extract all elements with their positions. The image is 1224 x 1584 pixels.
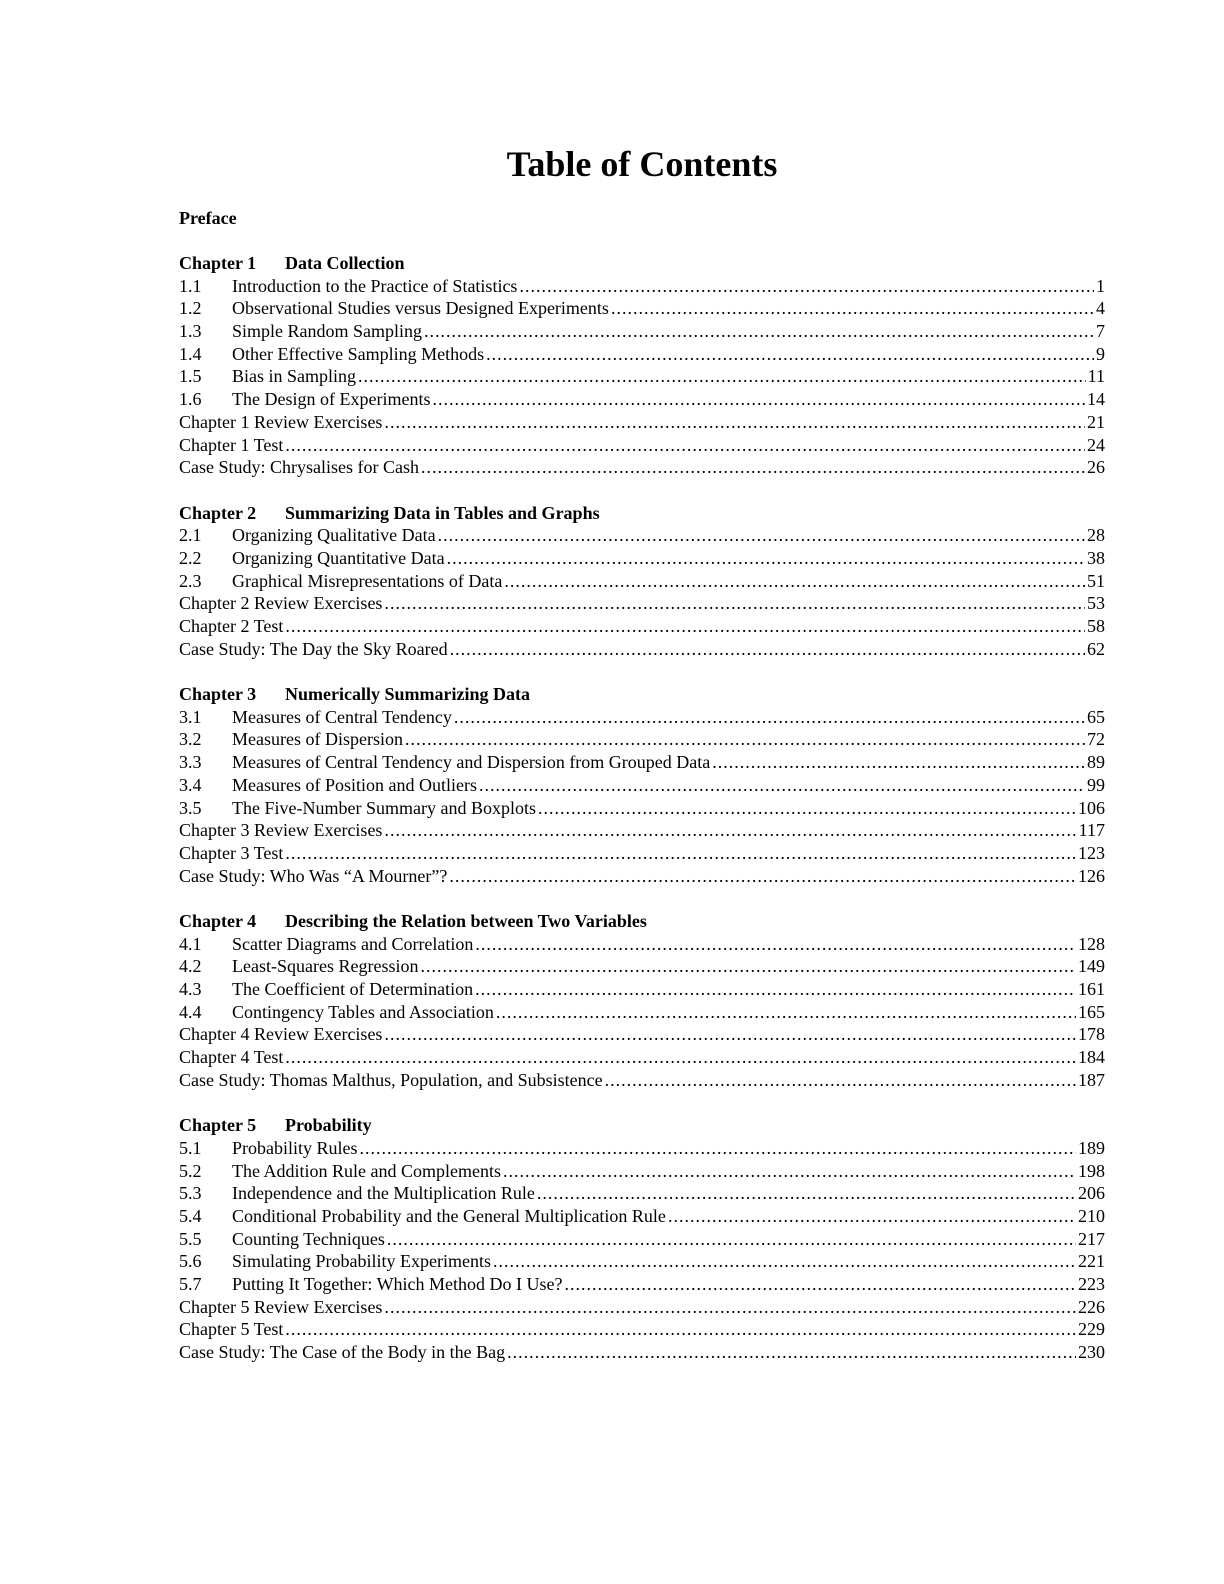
page-number: 178	[1078, 1024, 1105, 1045]
toc-entry[interactable]	[179, 728, 1105, 751]
section-number: 4.2	[179, 956, 202, 977]
page-number: 38	[1087, 547, 1105, 568]
toc-entry[interactable]	[179, 275, 1105, 298]
chapter-heading	[179, 502, 1105, 525]
entry-title: Simulating Probability Experiments	[232, 1251, 491, 1272]
section-number: 1.3	[179, 321, 202, 342]
page-number: 7	[1096, 321, 1105, 342]
toc-entry[interactable]	[179, 842, 1105, 865]
entry-title: Least-Squares Regression	[232, 956, 419, 977]
toc-entry[interactable]	[179, 343, 1105, 366]
section-number: 1.6	[179, 389, 202, 410]
entry-title: Other Effective Sampling Methods	[232, 343, 485, 364]
dot-leader	[449, 865, 1076, 888]
dot-leader	[384, 1296, 1076, 1319]
dot-leader	[507, 1341, 1076, 1364]
page-number: 21	[1087, 411, 1105, 432]
dot-leader	[537, 1182, 1076, 1205]
toc-entry[interactable]	[179, 1023, 1105, 1046]
toc-entry[interactable]	[179, 774, 1105, 797]
page-number: 28	[1087, 525, 1105, 546]
section-number: 3.4	[179, 774, 202, 795]
toc-entry[interactable]	[179, 1046, 1105, 1069]
chapter-section	[179, 252, 1105, 479]
section-number: 2.1	[179, 525, 202, 546]
chapter-name: Data Collection	[285, 253, 405, 273]
toc-entry[interactable]	[179, 592, 1105, 615]
page-number: 206	[1078, 1183, 1105, 1204]
page-number: 128	[1078, 933, 1105, 954]
dot-leader	[360, 1137, 1077, 1160]
dot-leader	[285, 615, 1085, 638]
entry-title: Case Study: The Case of the Body in the Bag	[179, 1342, 506, 1362]
entry-title: Case Study: Chrysalises for Cash	[179, 457, 419, 478]
dot-leader	[285, 842, 1076, 865]
dot-leader	[384, 411, 1085, 434]
page-number: 229	[1078, 1319, 1105, 1340]
chapter-heading	[179, 1114, 1105, 1137]
toc-entry[interactable]	[179, 365, 1105, 388]
chapter-list	[179, 252, 1105, 1386]
page-number: 26	[1087, 457, 1105, 478]
section-number: 3.5	[179, 797, 202, 818]
page-number: 123	[1078, 842, 1105, 863]
entry-title: Chapter 3 Test	[179, 842, 284, 863]
chapter-section	[179, 910, 1105, 1092]
section-number: 3.3	[179, 752, 202, 773]
entry-title: Chapter 4 Review Exercises	[179, 1024, 383, 1045]
toc-entry[interactable]	[179, 297, 1105, 320]
entry-title: The Design of Experiments	[232, 389, 431, 410]
page-number: 230	[1078, 1342, 1105, 1362]
dot-leader	[479, 774, 1085, 797]
chapter-section	[179, 1114, 1105, 1364]
entry-title: Contingency Tables and Association	[232, 1001, 494, 1022]
page-number: 1	[1096, 275, 1105, 296]
page-number: 221	[1078, 1251, 1105, 1272]
chapter-section	[179, 683, 1105, 887]
dot-leader	[384, 1023, 1076, 1046]
dot-leader	[387, 1228, 1076, 1251]
dot-leader	[405, 728, 1085, 751]
page-number: 149	[1078, 956, 1105, 977]
dot-leader	[384, 592, 1085, 615]
chapter-label: Chapter 3	[179, 684, 257, 705]
dot-leader	[496, 1001, 1076, 1024]
entry-title: Measures of Position and Outliers	[232, 774, 477, 795]
entry-title: Case Study: The Day the Sky Roared	[179, 638, 448, 659]
dot-leader	[432, 388, 1085, 411]
entry-title: Measures of Central Tendency	[232, 706, 452, 727]
chapter-label: Chapter 2	[179, 502, 257, 523]
chapter-name: Probability	[285, 1115, 372, 1136]
dot-leader	[538, 797, 1076, 820]
toc-entry[interactable]	[179, 1318, 1105, 1341]
entry-title: Counting Techniques	[232, 1228, 385, 1249]
page-number: 99	[1087, 774, 1105, 795]
entry-title: Chapter 1 Test	[179, 434, 284, 455]
page-number: 72	[1087, 729, 1105, 750]
page-number: 184	[1078, 1047, 1105, 1068]
toc-entry[interactable]	[179, 751, 1105, 774]
entry-title: Introduction to the Practice of Statistics	[232, 275, 518, 296]
dot-leader	[285, 1046, 1076, 1069]
dot-leader	[454, 706, 1085, 729]
dot-leader	[450, 638, 1085, 661]
toc-entry[interactable]	[179, 388, 1105, 411]
chapter-label: Chapter 1	[179, 253, 257, 273]
toc-entry[interactable]	[179, 706, 1105, 729]
toc-entry[interactable]	[179, 456, 1105, 479]
chapter-heading	[179, 683, 1105, 706]
dot-leader	[565, 1273, 1076, 1296]
section-number: 5.2	[179, 1160, 202, 1181]
toc-entry[interactable]	[179, 615, 1105, 638]
entry-title: Case Study: Who Was “A Mourner”?	[179, 865, 448, 886]
entry-title: Organizing Quantitative Data	[232, 547, 445, 568]
toc-entry[interactable]	[179, 978, 1105, 1001]
toc-entry[interactable]	[179, 1069, 1105, 1092]
toc-entry[interactable]	[179, 570, 1105, 593]
page-number: 9	[1096, 343, 1105, 364]
entry-title: Graphical Misrepresentations of Data	[232, 570, 503, 591]
toc-entry[interactable]	[179, 819, 1105, 842]
toc-entry[interactable]	[179, 1137, 1105, 1160]
entry-title: Measures of Dispersion	[232, 729, 403, 750]
section-number: 5.4	[179, 1205, 202, 1226]
page-number: 117	[1078, 820, 1105, 841]
dot-leader	[668, 1205, 1076, 1228]
entry-title: Case Study: Thomas Malthus, Population, and Subsistence	[179, 1069, 603, 1090]
dot-leader	[384, 819, 1076, 842]
toc-entry[interactable]	[179, 1160, 1105, 1183]
dot-leader	[438, 524, 1085, 547]
entry-title: Putting It Together: Which Method Do I Use?	[232, 1273, 563, 1294]
section-number: 4.4	[179, 1001, 202, 1022]
entry-title: Independence and the Multiplication Rule	[232, 1183, 535, 1204]
page-number: 187	[1078, 1069, 1105, 1090]
dot-leader	[486, 343, 1094, 366]
toc-entry[interactable]	[179, 524, 1105, 547]
page-number: 217	[1078, 1228, 1105, 1249]
page-number: 65	[1087, 706, 1105, 727]
entry-title: Chapter 2 Test	[179, 616, 284, 636]
entry-title: Probability Rules	[232, 1137, 358, 1158]
dot-leader	[420, 955, 1076, 978]
section-number: 4.1	[179, 933, 202, 954]
dot-leader	[712, 751, 1085, 774]
page-number: 226	[1078, 1296, 1105, 1317]
page-number: 198	[1078, 1160, 1105, 1181]
page-number: 51	[1087, 570, 1105, 591]
entry-title: Bias in Sampling	[232, 366, 357, 387]
toc-entry[interactable]	[179, 955, 1105, 978]
toc-entry[interactable]	[179, 434, 1105, 457]
entry-title: The Addition Rule and Complements	[232, 1160, 501, 1181]
page-number: 11	[1087, 366, 1105, 387]
chapter-label: Chapter 5	[179, 1115, 257, 1136]
dot-leader	[475, 933, 1076, 956]
dot-leader	[605, 1069, 1076, 1092]
entry-title: Measures of Central Tendency and Dispersion from Grouped Data	[232, 752, 711, 773]
section-number: 3.2	[179, 729, 202, 750]
entry-title: Chapter 5 Review Exercises	[179, 1296, 383, 1317]
dot-leader	[447, 547, 1085, 570]
section-number: 4.3	[179, 979, 202, 999]
toc-entry[interactable]	[179, 1273, 1105, 1296]
chapter-section	[179, 502, 1105, 661]
page-number: 161	[1078, 979, 1105, 999]
toc-entry[interactable]	[179, 320, 1105, 343]
entry-title: Chapter 5 Test	[179, 1319, 284, 1340]
section-number: 5.6	[179, 1251, 202, 1272]
page-number: 4	[1096, 298, 1105, 319]
toc-entry[interactable]	[179, 1250, 1105, 1273]
section-number: 1.5	[179, 366, 202, 387]
entry-title: The Coefficient of Determination	[232, 979, 474, 999]
page-number: 223	[1078, 1273, 1105, 1294]
dot-leader	[285, 1318, 1076, 1341]
dot-leader	[611, 297, 1094, 320]
toc-entry[interactable]	[179, 865, 1105, 888]
page-title: Table of Contents	[506, 144, 778, 184]
section-number: 5.7	[179, 1273, 202, 1294]
chapter-name: Describing the Relation between Two Variables	[285, 910, 647, 931]
chapter-label: Chapter 4	[179, 910, 257, 931]
toc-entry[interactable]	[179, 1228, 1105, 1251]
dot-leader	[358, 365, 1086, 388]
preface-heading: Preface	[179, 208, 237, 228]
dot-leader	[503, 1160, 1076, 1183]
dot-leader	[519, 275, 1094, 298]
page-number: 53	[1087, 593, 1105, 614]
section-number: 5.3	[179, 1183, 202, 1204]
toc-entry[interactable]	[179, 547, 1105, 570]
dot-leader	[421, 456, 1085, 479]
page-number: 165	[1078, 1001, 1105, 1022]
entry-title: Conditional Probability and the General Multiplication Rule	[232, 1205, 666, 1226]
page-number: 210	[1078, 1205, 1105, 1226]
toc-entry[interactable]	[179, 1341, 1105, 1364]
toc-entry[interactable]	[179, 1182, 1105, 1205]
chapter-name: Summarizing Data in Tables and Graphs	[285, 502, 600, 523]
chapter-heading	[179, 910, 1105, 933]
section-number: 1.4	[179, 343, 202, 364]
chapter-heading	[179, 252, 1105, 275]
entry-title: Chapter 1 Review Exercises	[179, 411, 383, 432]
toc-entry[interactable]	[179, 1296, 1105, 1319]
entry-title: Chapter 3 Review Exercises	[179, 820, 383, 841]
toc-entry[interactable]	[179, 638, 1105, 661]
entry-title: Chapter 2 Review Exercises	[179, 593, 383, 614]
page-number: 126	[1078, 865, 1105, 886]
entry-title: Observational Studies versus Designed Experiments	[232, 298, 609, 319]
section-number: 2.2	[179, 547, 202, 568]
section-number: 1.1	[179, 275, 202, 296]
entry-title: Simple Random Sampling	[232, 321, 423, 342]
section-number: 3.1	[179, 706, 202, 727]
page-number: 24	[1087, 434, 1105, 455]
page-number: 14	[1087, 389, 1105, 410]
toc-entry[interactable]	[179, 1205, 1105, 1228]
dot-leader	[475, 978, 1076, 1001]
page-number: 62	[1087, 638, 1105, 659]
page-number: 89	[1087, 752, 1105, 773]
dot-leader	[493, 1250, 1076, 1273]
dot-leader	[285, 434, 1085, 457]
entry-title: Organizing Qualitative Data	[232, 525, 436, 546]
entry-title: Scatter Diagrams and Correlation	[232, 933, 474, 954]
section-number: 5.1	[179, 1137, 202, 1158]
toc-entry[interactable]	[179, 797, 1105, 820]
section-number: 2.3	[179, 570, 202, 591]
entry-title: Chapter 4 Test	[179, 1047, 284, 1068]
chapter-name: Numerically Summarizing Data	[285, 684, 530, 705]
dot-leader	[424, 320, 1094, 343]
toc-entry[interactable]	[179, 933, 1105, 956]
section-number: 5.5	[179, 1228, 202, 1249]
dot-leader	[504, 570, 1085, 593]
page-number: 58	[1087, 616, 1105, 636]
toc-entry[interactable]	[179, 411, 1105, 434]
page-number: 106	[1078, 797, 1105, 818]
entry-title: The Five-Number Summary and Boxplots	[232, 797, 536, 818]
section-number: 1.2	[179, 298, 202, 319]
page-number: 189	[1078, 1137, 1105, 1158]
toc-entry[interactable]	[179, 1001, 1105, 1024]
